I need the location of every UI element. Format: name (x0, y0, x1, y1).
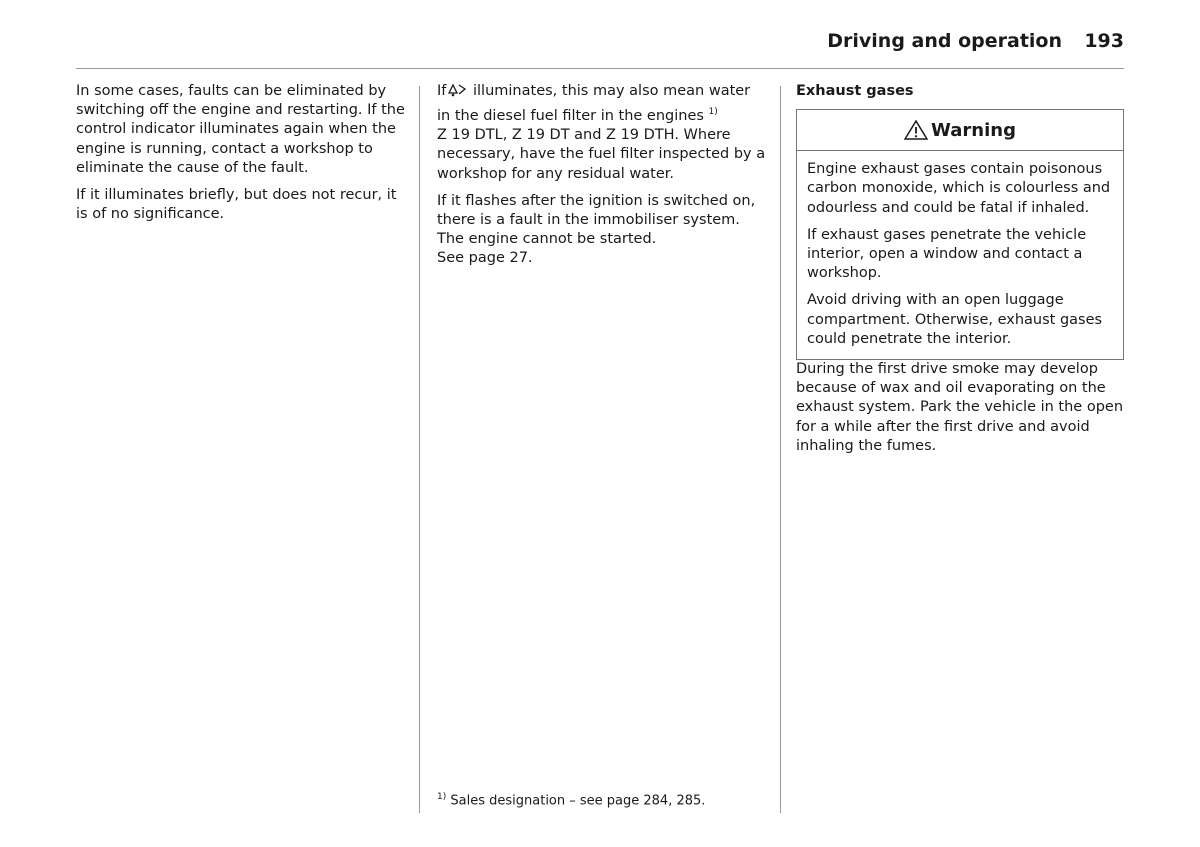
column-divider (780, 86, 781, 813)
paragraph: During the first drive smoke may develop because of wax and oil evaporating on the exhaust system. Park the vehicle in the open for a while after the first drive and avoid inhaling the fumes. (796, 361, 1124, 454)
paragraph-text: If it flashes after the ignition is switched on, there is a fault in the immobiliser system. The engine cannot be started. (437, 192, 756, 248)
page-reference: See page 27. (437, 250, 533, 267)
section-heading: Exhaust gases (796, 83, 914, 99)
paragraph: If it illuminates briefly, but does not recur, it is of no significance. (76, 187, 397, 223)
paragraph (437, 192, 767, 269)
warning-paragraph: Engine exhaust gases contain poisonous carbon monoxide, which is colourless and odourless and could be fatal if inhaled. (807, 161, 1111, 216)
engine-models: Z 19 DTL, Z 19 DT and Z 19 DTH. Where necessary, have the fuel filter inspected by a workshop for any residual water. (437, 127, 766, 182)
column-middle (437, 82, 767, 277)
warning-paragraph: Avoid driving with an open luggage compartment. Otherwise, exhaust gases could penetrate the interior. (807, 292, 1103, 347)
page-number: 193 (1084, 30, 1124, 52)
page-header (76, 30, 1124, 69)
footnote-text: Sales designation – see page 284, 285. (450, 793, 706, 809)
fuel-filter-water-icon (446, 82, 468, 103)
column-right (796, 82, 1124, 464)
warning-box (796, 109, 1124, 360)
warning-body (797, 151, 1123, 359)
column-divider (419, 86, 420, 813)
footnote (437, 792, 705, 808)
paragraph-lead: If (437, 83, 447, 99)
paragraph-text: illuminates, this may also mean water in the diesel fuel filter in the engines (437, 83, 751, 125)
warning-triangle-icon (904, 120, 928, 140)
column-left (76, 82, 406, 232)
paragraph (437, 82, 767, 184)
warning-header (797, 110, 1123, 151)
footnote-marker: 1) (708, 107, 718, 118)
warning-title: Warning (931, 119, 1016, 141)
paragraph: In some cases, faults can be eliminated by switching off the engine and restarting. If the control indicator illuminates again when the engine is running, contact a workshop to eliminate the cause of the fault. (76, 83, 405, 176)
footnote-marker: 1) (437, 792, 447, 802)
section-title: Driving and operation (827, 30, 1062, 52)
warning-paragraph: If exhaust gases penetrate the vehicle interior, open a window and contact a workshop. (807, 226, 1087, 282)
